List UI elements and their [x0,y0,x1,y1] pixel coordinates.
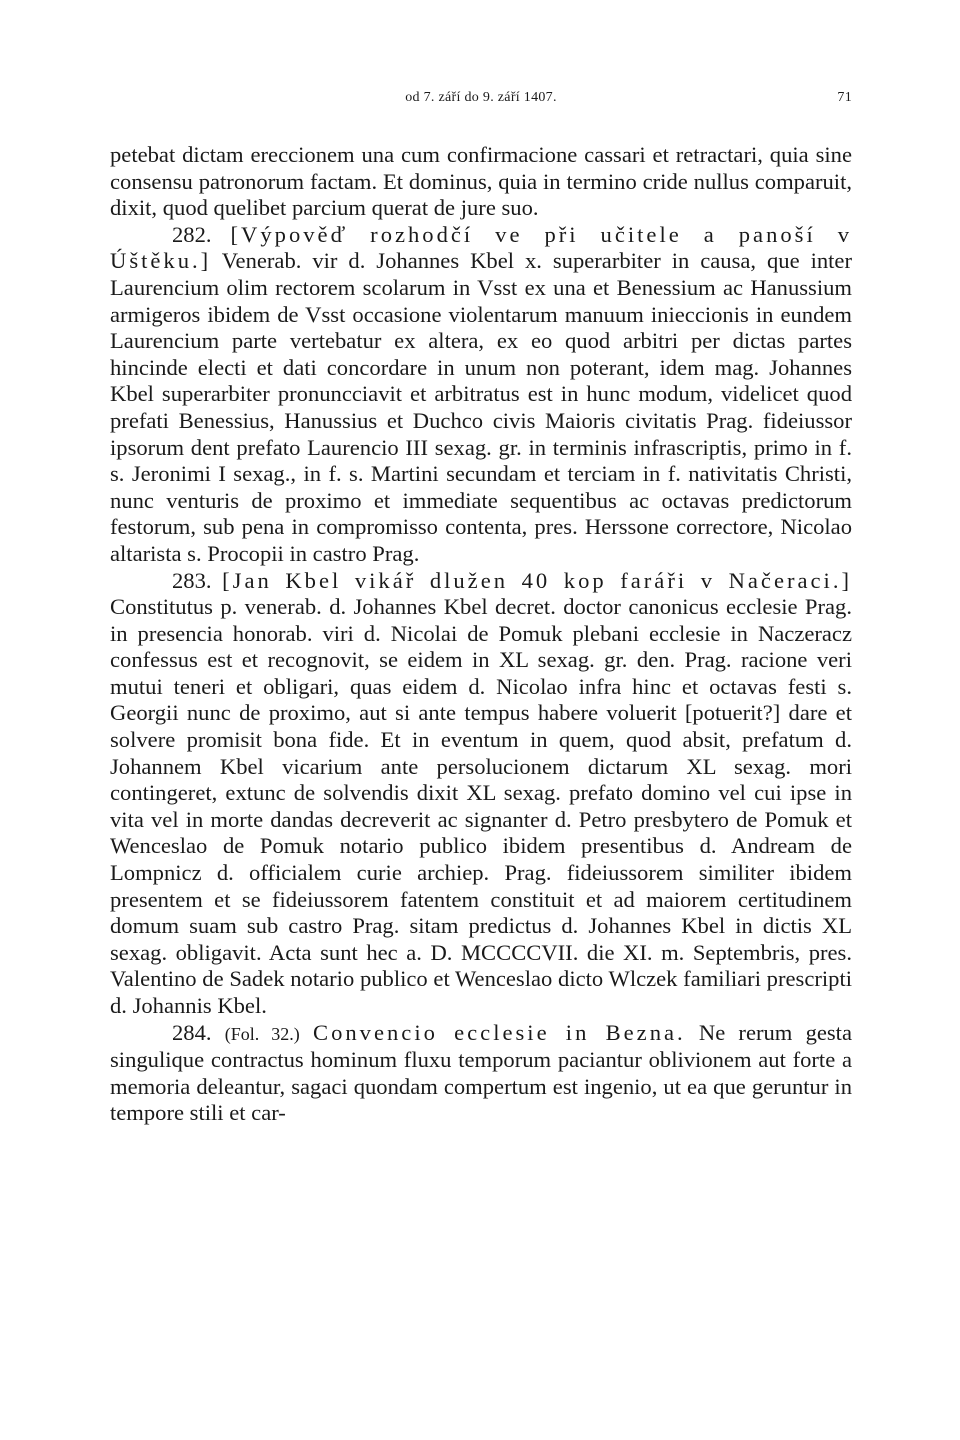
entry-text: Constitutus p. venerab. d. Johannes Kbel decret. doctor canonicus ecclesie Prag. in presencia honorab. viri d. Nicolai de Pomuk plebani ecclesie in Naczeracz confessus est et recognovit, se eidem in XL sexag. gr. den. Prag. racione veri mutui teneri et obligari, quas eidem d. Nicolao infra hinc et octavas festi s. Georgii nunc de proximo, aut si ante tempus habere voluerit [potuerit?] dare et solvere promisit bona fide. Et in eventum in quem, quod absit, prefatum d. Johannem Kbel vicarium ante persolucionem dictarum XL sexag. mori contingeret, extunc de solvendis dixit XL sexag. prefato domino vel cui ipse in vita vel in morte dandas decreverit ac signanter d. Petro presbytero de Pomuk et Wenceslao de Pomuk notario publico ibidem presentibus d. Andream de Lompnicz d. officialem curie archiep. Prag. fideiussorem similiter ibidem presentem et se fideiussorem fatentem constituit et ad maiorem certitudinem domum suam sub castro Prag. sitam predictus d. Johannes Kbel in dictis XL sexag. obligavit. Acta sunt hec a. D. MCCCCVII. die XI. m. Septembris, pres. Valentino de Sadek notario publico et Wenceslao dicto Wlczek familiari prescripti d. Johannis Kbel. [110,594,852,1018]
continuation-paragraph: petebat dictam ereccionem una cum confirmacione cassari et retractari, quia sine consensu patronorum factam. Et dominus, quia in termino cride nullus comparuit, dixit, quod quelibet parcium querat de jure suo. [110,142,852,221]
entry-283 [110,568,852,1020]
entry-text: Ne rerum gesta singulique contractus hominum fluxu temporum paciantur oblivionem aut forte a memoria deleantur, sagaci quondam compertum est ingenio, ut ea que geruntur in tempore stili et car- [110,1019,852,1126]
document-page [110,86,852,1127]
entry-number: 282. [172,221,212,247]
entry-heading: [Výpověď rozhodčí ve při učitele a panoší v Úštěku.] [110,221,852,274]
entry-heading: [Jan Kbel vikář dlužen 40 kop faráři v Načeraci.] [222,567,852,593]
entry-282 [110,222,852,568]
page-header [110,86,852,116]
entry-number: 283. [172,567,212,593]
running-title: od 7. září do 9. září 1407. [405,90,557,105]
body-text [110,142,852,1127]
page-number: 71 [837,90,852,105]
folio-reference: (Fol. 32.) [224,1023,300,1044]
entry-heading: Convencio ecclesie in Bezna. [313,1019,686,1045]
entry-number: 284. [172,1019,212,1045]
entry-text: Venerab. vir d. Johannes Kbel x. superarbiter in causa, que inter Laurencium olim rectorem scolarum in Vsst ex una et Benessium ac Hanussium armigeros ibidem de Vsst occasione violentarum manuum inieccionis in eundem Laurencium parte vertebatur ex altera, ex eo quod arbitri per dictas partes hincinde electi et dati concordare in unum non poterant, idem mag. Johannes Kbel superarbiter pronuncciavit et arbitratus est in hunc modum, videlicet quod prefati Benessius, Hanussius et Duchco civis Maioris civitatis Prag. fideiussor ipsorum dent prefato Laurencio III sexag. gr. in terminis infrascriptis, primo in f. s. Jeronimi I sexag., in f. s. Martini secundam et terciam in f. nativitatis Christi, nunc venturis de proximo et immediate sequentibus ac octavas predictorum festorum, sub pena in compromisso contenta, pres. Herssone correctore, Nicolao altarista s. Procopii in castro Prag. [110,248,852,566]
entry-284 [110,1020,852,1127]
